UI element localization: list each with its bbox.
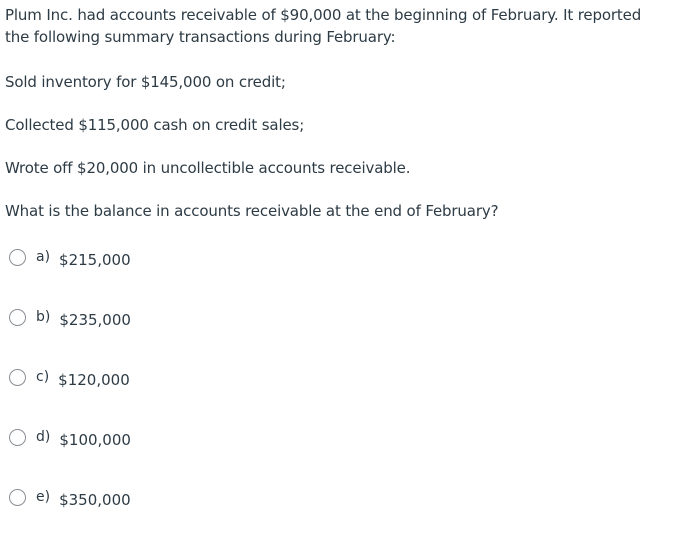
answer-letter: e) — [36, 489, 51, 505]
answer-value: $215,000 — [59, 251, 131, 269]
answer-letter: d) — [36, 429, 51, 445]
answer-value: $100,000 — [59, 431, 131, 449]
answer-letter: a) — [36, 249, 51, 265]
radio-button-d[interactable] — [9, 429, 26, 446]
question-intro: Plum Inc. had accounts receivable of $90,000 at the beginning of February. It reported the following summary transactions during February: — [5, 6, 642, 46]
answer-value: $350,000 — [59, 491, 131, 509]
radio-button-b[interactable] — [9, 309, 26, 326]
answer-option-b[interactable] — [9, 305, 131, 329]
radio-button-a[interactable] — [9, 249, 26, 266]
radio-button-c[interactable] — [9, 369, 26, 386]
answer-option-e[interactable] — [9, 485, 131, 509]
transaction-2: Collected $115,000 cash on credit sales; — [5, 116, 305, 134]
answer-option-a[interactable] — [9, 245, 131, 269]
radio-button-e[interactable] — [9, 489, 26, 506]
answer-value: $120,000 — [58, 371, 130, 389]
answer-letter: b) — [36, 309, 51, 325]
answer-letter: c) — [36, 369, 50, 385]
question-stem — [5, 4, 665, 222]
transaction-1: Sold inventory for $145,000 on credit; — [5, 73, 286, 91]
answer-option-c[interactable] — [9, 365, 130, 389]
answer-option-d[interactable] — [9, 425, 131, 449]
answer-value: $235,000 — [59, 311, 131, 329]
transaction-3: Wrote off $20,000 in uncollectible accounts receivable. — [5, 159, 411, 177]
question-prompt: What is the balance in accounts receivable at the end of February? — [5, 202, 499, 220]
